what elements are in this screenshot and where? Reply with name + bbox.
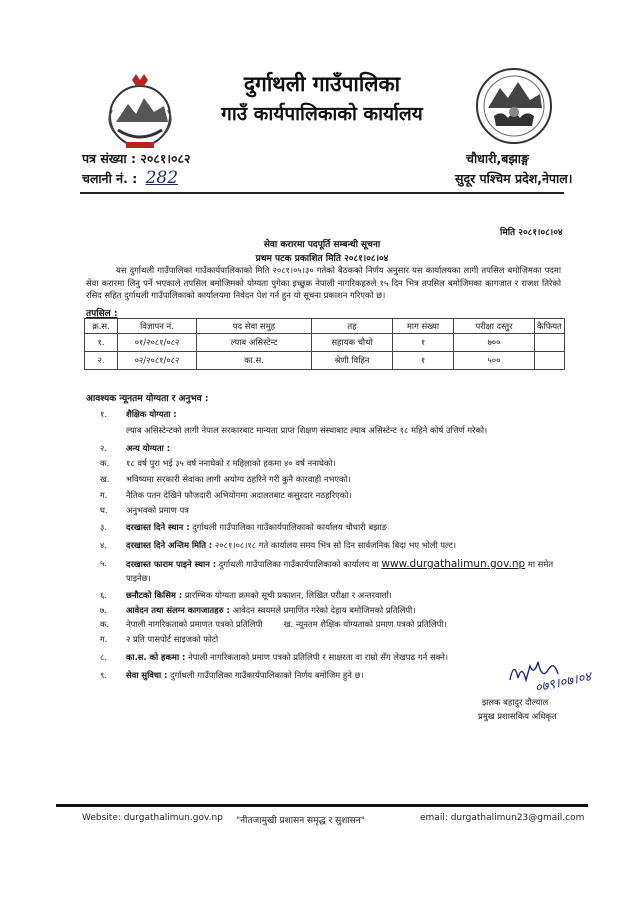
- list-text: भविष्यमा सरकारी सेवाका लागी अयोग्य ठहरिने गरी कुनै कारवाही नभएको।: [126, 474, 351, 484]
- address-line-1: चौधारी,बझाङ्ग: [466, 151, 529, 166]
- office-subtitle: गाउँ कार्यपालिकाको कार्यालय: [221, 103, 423, 125]
- table-cell: ७००: [454, 334, 535, 352]
- list-title: दरखास्त फाराम पाइने स्थान :: [126, 559, 217, 569]
- schedule-label: तपसिल :: [86, 309, 118, 319]
- header-divider: [80, 192, 564, 194]
- notice-subtitle: प्रथम पटक प्रकाशित मिति २०८१।०८।०४: [255, 254, 389, 264]
- table-cell: [535, 334, 565, 352]
- requirements-heading: आवश्यक न्यूनतम योग्यता र अनुभव :: [86, 394, 209, 404]
- posts-table: [84, 318, 565, 370]
- table-header: कैफियत: [535, 319, 565, 334]
- table-header: पद सेवा समुह: [197, 319, 312, 334]
- table-cell: श्रेणी विहिन: [312, 352, 393, 370]
- website-suffix: मा समेत: [527, 559, 554, 569]
- list-title: दरखास्त दिने स्थान :: [126, 522, 190, 532]
- list-text: नेपाली नागरिकताको प्रमाण पत्रको प्रतिलिपी र साक्षरता वा राम्रो सँग लेखपढ गर्न सक्ने।: [188, 652, 449, 662]
- list-number: ग.: [100, 490, 108, 500]
- list-text: दुर्गाथली गाउँपालिका गाउँकार्यपालिकाको कार्यालय चौधारी बझाङ: [192, 522, 387, 532]
- table-cell: [535, 352, 565, 370]
- list-text: पाइनेछ।: [126, 573, 151, 583]
- notice-title: सेवा करारमा पदपूर्ति सम्बन्धी सूचना: [263, 240, 381, 250]
- list-number: ८.: [100, 652, 108, 662]
- dispatch-value: 282: [145, 168, 179, 188]
- table-header: विज्ञापन नं.: [118, 319, 197, 334]
- list-text: अनुभवको प्रमाण पत्र: [126, 505, 189, 515]
- list-title: सेवा सुविधा :: [126, 670, 168, 680]
- dispatch-number: [82, 168, 178, 188]
- list-text: प्रारम्भिक योग्यता क्रमको सूची प्रकाशन, लिखित परीक्षा र अन्तरवार्ता।: [184, 590, 392, 600]
- list-text: ल्याब असिस्टेन्टको लागी नेपाल सरकारबाट मान्यता प्राप्त शिक्षण संस्थाबाट ल्याब असिस्टेन्ट १८ महिने कोर्ष उत्तिर्ण गरेको।: [126, 425, 488, 435]
- signatory-title: प्रमुख प्रशासकिय अधिकृत: [478, 711, 557, 721]
- list-text: दुर्गाथली गाउँपालिका गाउँकार्यपालिकाको कार्यालय वा: [218, 559, 379, 569]
- table-header: परीक्षा दस्तुर: [454, 319, 535, 334]
- table-header: क्र.स.: [85, 319, 118, 334]
- office-name: दुर्गाथली गाउँपालिका: [243, 72, 401, 96]
- list-title: आवेदन तथा संलग्न कागजातहरु :: [126, 605, 230, 615]
- notice-date: मिति २०८१।०८।०४: [500, 228, 563, 238]
- reference-label: पत्र संख्या :: [82, 151, 136, 166]
- table-cell: ५००: [454, 352, 535, 370]
- list-text: १८ वर्ष पुरा भई ३५ वर्ष ननाघेको र महिलाको हकमा ४० वर्ष ननाघेको।: [126, 458, 336, 468]
- list-number: ख.: [100, 474, 110, 484]
- list-number: क.: [100, 458, 110, 468]
- signatory-name: झलक बहादुर दौल्याल: [482, 697, 549, 707]
- list-number: ५.: [100, 558, 108, 568]
- list-text: नेपाली नागरिकताको प्रमाणत पत्रको प्रतिलिपी ख. न्यूनतम शैक्षिक योग्यताको प्रमाण पत्रको प्रतिलिपी।: [126, 619, 447, 629]
- list-number: २.: [100, 443, 108, 453]
- list-number: १.: [100, 409, 108, 419]
- table-cell: सहायक चौथो: [312, 334, 393, 352]
- table-row: [85, 352, 565, 370]
- table-header: तह: [312, 319, 393, 334]
- list-title: अन्य योग्यता :: [126, 443, 171, 453]
- signature-date: ०७९।०७।०४: [533, 669, 593, 697]
- reference-number: [82, 150, 191, 167]
- list-title: दरखास्त दिने अन्तिम मिति :: [126, 540, 213, 550]
- table-cell: ०२/२०८१/०८२: [118, 352, 197, 370]
- list-title: शैक्षिक योग्यता :: [126, 409, 177, 419]
- list-number: घ.: [100, 505, 108, 515]
- reference-value: २०८१।०८२: [140, 151, 191, 166]
- list-text: नैतिक पतन देखिने फौजदारी अभियोगमा अदालतबाट कसुरदार नठहरिएको।: [126, 490, 352, 500]
- dispatch-label: चलानी नं. :: [82, 171, 138, 186]
- list-number: क.: [100, 619, 110, 629]
- list-text: २०८१।०८।१८ गते कार्यालय समय भित्र सो दिन सार्वजनिक बिदा भए भोली पल्ट।: [214, 540, 457, 550]
- table-row: [85, 334, 565, 352]
- footer-email[interactable]: email: durgathalimun23@gmail.com: [420, 813, 585, 823]
- table-cell: का.स.: [197, 352, 312, 370]
- table-header: माग संख्या: [393, 319, 454, 334]
- table-cell: ल्याब असिस्टेन्ट: [197, 334, 312, 352]
- website-link[interactable]: www.durgathalimun.gov.np: [381, 558, 526, 570]
- table-header-row: [85, 319, 565, 334]
- list-text: आवेदन स्वयमले प्रमाणित गरेको देहाय बमोजिमको प्रतिलिपी।: [232, 605, 416, 615]
- table-cell: ०१/२०८१/०८२: [118, 334, 197, 352]
- list-title: का.स. को हकमा :: [126, 652, 186, 662]
- list-number: ग.: [100, 634, 108, 644]
- list-number: ९.: [100, 670, 108, 680]
- list-number: ६.: [100, 590, 108, 600]
- footer-divider: [56, 804, 588, 807]
- list-number: ३.: [100, 522, 108, 532]
- list-text: २ प्रति पासपोर्ट साइजको फोटो: [126, 634, 219, 644]
- list-number: ७.: [100, 605, 108, 615]
- signature-image: [504, 640, 600, 700]
- table-cell: १.: [85, 334, 118, 352]
- list-title: छनौटको किसिम :: [126, 590, 183, 600]
- table-cell: १: [393, 352, 454, 370]
- footer-slogan: "नीतजामुखी प्रशासन समृद्ध र सुशासन": [236, 816, 365, 826]
- list-number: ४.: [100, 540, 108, 550]
- address-line-2: सुदूर पश्चिम प्रदेश,नेपाल।: [455, 171, 573, 186]
- list-text: दुर्गाथली गाउँपालिका गाउँकार्यपालिकाको निर्णय बमोजिम हुने छ।: [170, 670, 364, 680]
- table-cell: १: [393, 334, 454, 352]
- notice-body: यस दुर्गाथली गाउँपालिका गाउँकार्यपालिकाको मिति २०८१।०५।३० गतेको बैठकको निर्णय अनुसार यस कार्यालयका लागी तपसिल बमोजिमका पदमा सेवा करारमा लिनु पर्ने भएकाले तपसिल बमोजिमको योग्यता पुगेका इच्छुक नेपाली नागरिकहरुले १५ दिन भित्र तपसिल बमोजिमका कागजात र राजश तिरेको रसिद सहित दुर्गाथली गाउँपालिकाको कार्यालयमा निवेदन पेश गर्न हुन यो सूचना प्रकाशन गरिएको छ।: [86, 265, 561, 300]
- footer-website[interactable]: Website: durgathalimun.gov.np: [82, 813, 223, 823]
- table-cell: २.: [85, 352, 118, 370]
